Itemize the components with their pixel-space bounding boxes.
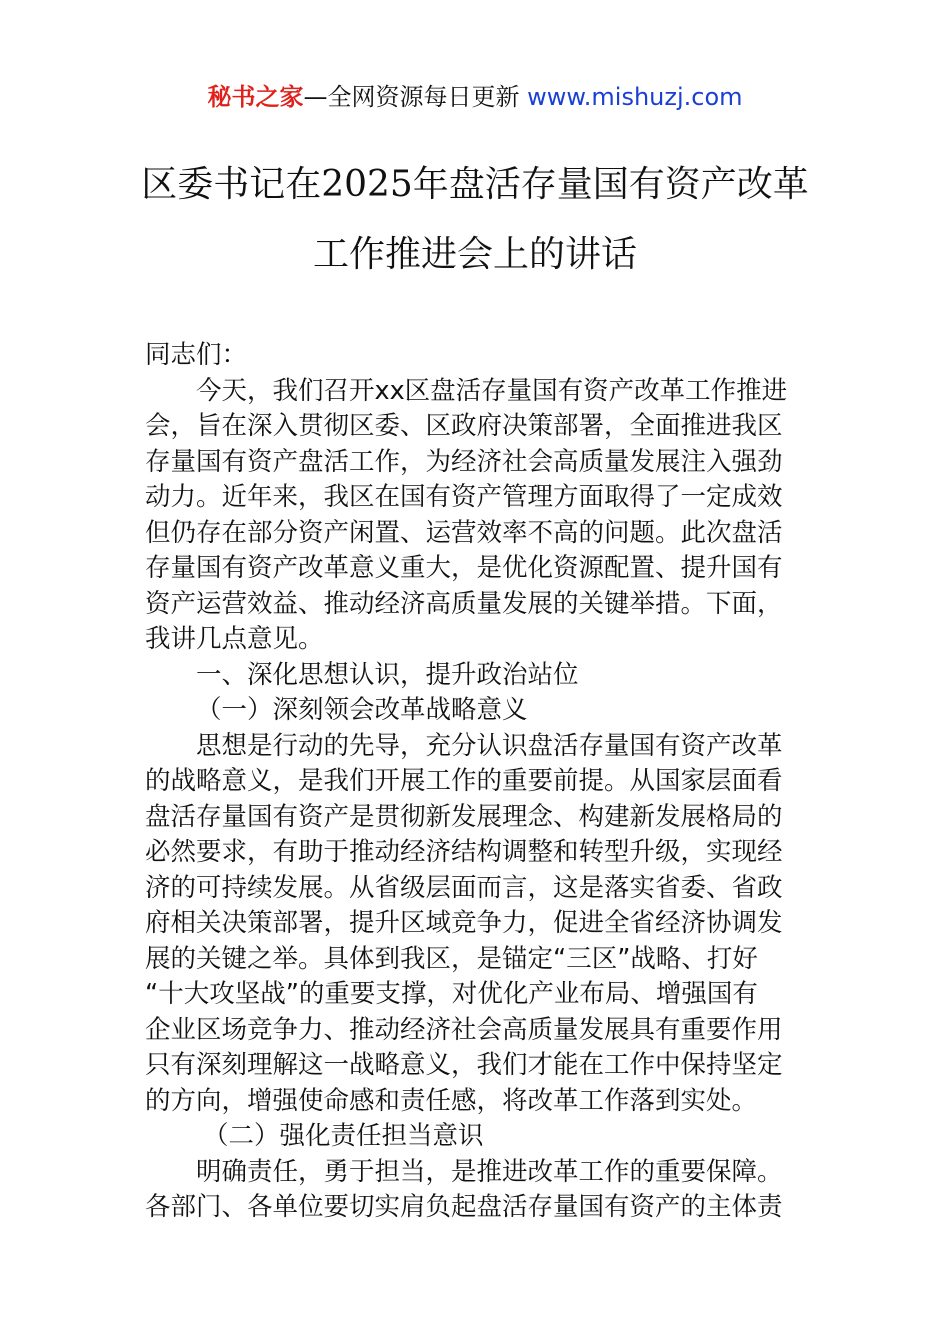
paragraph-line: 盘活存量国有资产是贯彻新发展理念、构建新发展格局的 xyxy=(145,801,783,832)
paragraph-line: 的方向，增强使命感和责任感，将改革工作落到实处。 xyxy=(145,1085,758,1116)
paragraph-line: 的战略意义，是我们开展工作的重要前提。从国家层面看 xyxy=(145,766,783,796)
site-slogan: —全网资源每日更新 xyxy=(303,83,520,111)
paragraph-line: 济的可持续发展。从省级层面而言，这是落实省委、省政 xyxy=(145,872,783,903)
site-brand: 秘书之家 xyxy=(207,83,304,111)
paragraph-line: 企业区场竞争力、推动经济社会高质量发展具有重要作用 xyxy=(145,1014,783,1045)
document-body xyxy=(145,338,810,1226)
site-url-link[interactable]: www.mishuzj.com xyxy=(527,83,743,111)
paragraph-line: 存量国有资产盘活工作，为经济社会高质量发展注入强劲 xyxy=(145,446,783,477)
paragraph-line: 动力。近年来，我区在国有资产管理方面取得了一定成效 xyxy=(145,482,783,512)
paragraph-line: “十大攻坚战”的重要支撑，对优化产业布局、增强国有 xyxy=(145,979,758,1009)
paragraph-line: 今天，我们召开xx区盘活存量国有资产改革工作推进 xyxy=(196,375,788,406)
site-header xyxy=(0,80,950,114)
paragraph-line: 但仍存在部分资产闲置、运营效率不高的问题。此次盘活 xyxy=(145,517,783,548)
subsection-heading: （一）深刻领会改革战略意义 xyxy=(196,695,528,725)
paragraph-line: 明确责任，勇于担当，是推进改革工作的重要保障。 xyxy=(196,1156,783,1187)
paragraph-line: 府相关决策部署，提升区域竞争力，促进全省经济协调发 xyxy=(145,908,783,938)
paragraph-line: 我讲几点意见。 xyxy=(145,624,324,654)
section-heading: 一、深化思想认识，提升政治站位 xyxy=(196,659,579,690)
paragraph-line: 必然要求，有助于推动经济结构调整和转型升级，实现经 xyxy=(145,837,783,867)
salutation: 同志们： xyxy=(145,340,248,370)
subsection-heading: （二）强化责任担当意识 xyxy=(203,1121,484,1151)
paragraph-line: 会，旨在深入贯彻区委、区政府决策部署，全面推进我区 xyxy=(145,411,783,441)
paragraph-line: 只有深刻理解这一战略意义，我们才能在工作中保持坚定 xyxy=(145,1050,783,1080)
paragraph-line: 各部门、各单位要切实肩负起盘活存量国有资产的主体责 xyxy=(145,1192,783,1222)
paragraph-line: 资产运营效益、推动经济高质量发展的关键举措。下面， xyxy=(145,588,783,619)
paragraph-line: 思想是行动的先导，充分认识盘活存量国有资产改革 xyxy=(196,730,783,761)
document-title xyxy=(100,150,850,290)
paragraph-line: 展的关键之举。具体到我区，是锚定“三区”战略、打好 xyxy=(145,943,758,974)
paragraph-line: 存量国有资产改革意义重大，是优化资源配置、提升国有 xyxy=(145,553,783,583)
title-line: 工作推进会上的讲话 xyxy=(312,234,637,275)
title-line: 区委书记在2025年盘活存量国有资产改革 xyxy=(141,164,809,205)
